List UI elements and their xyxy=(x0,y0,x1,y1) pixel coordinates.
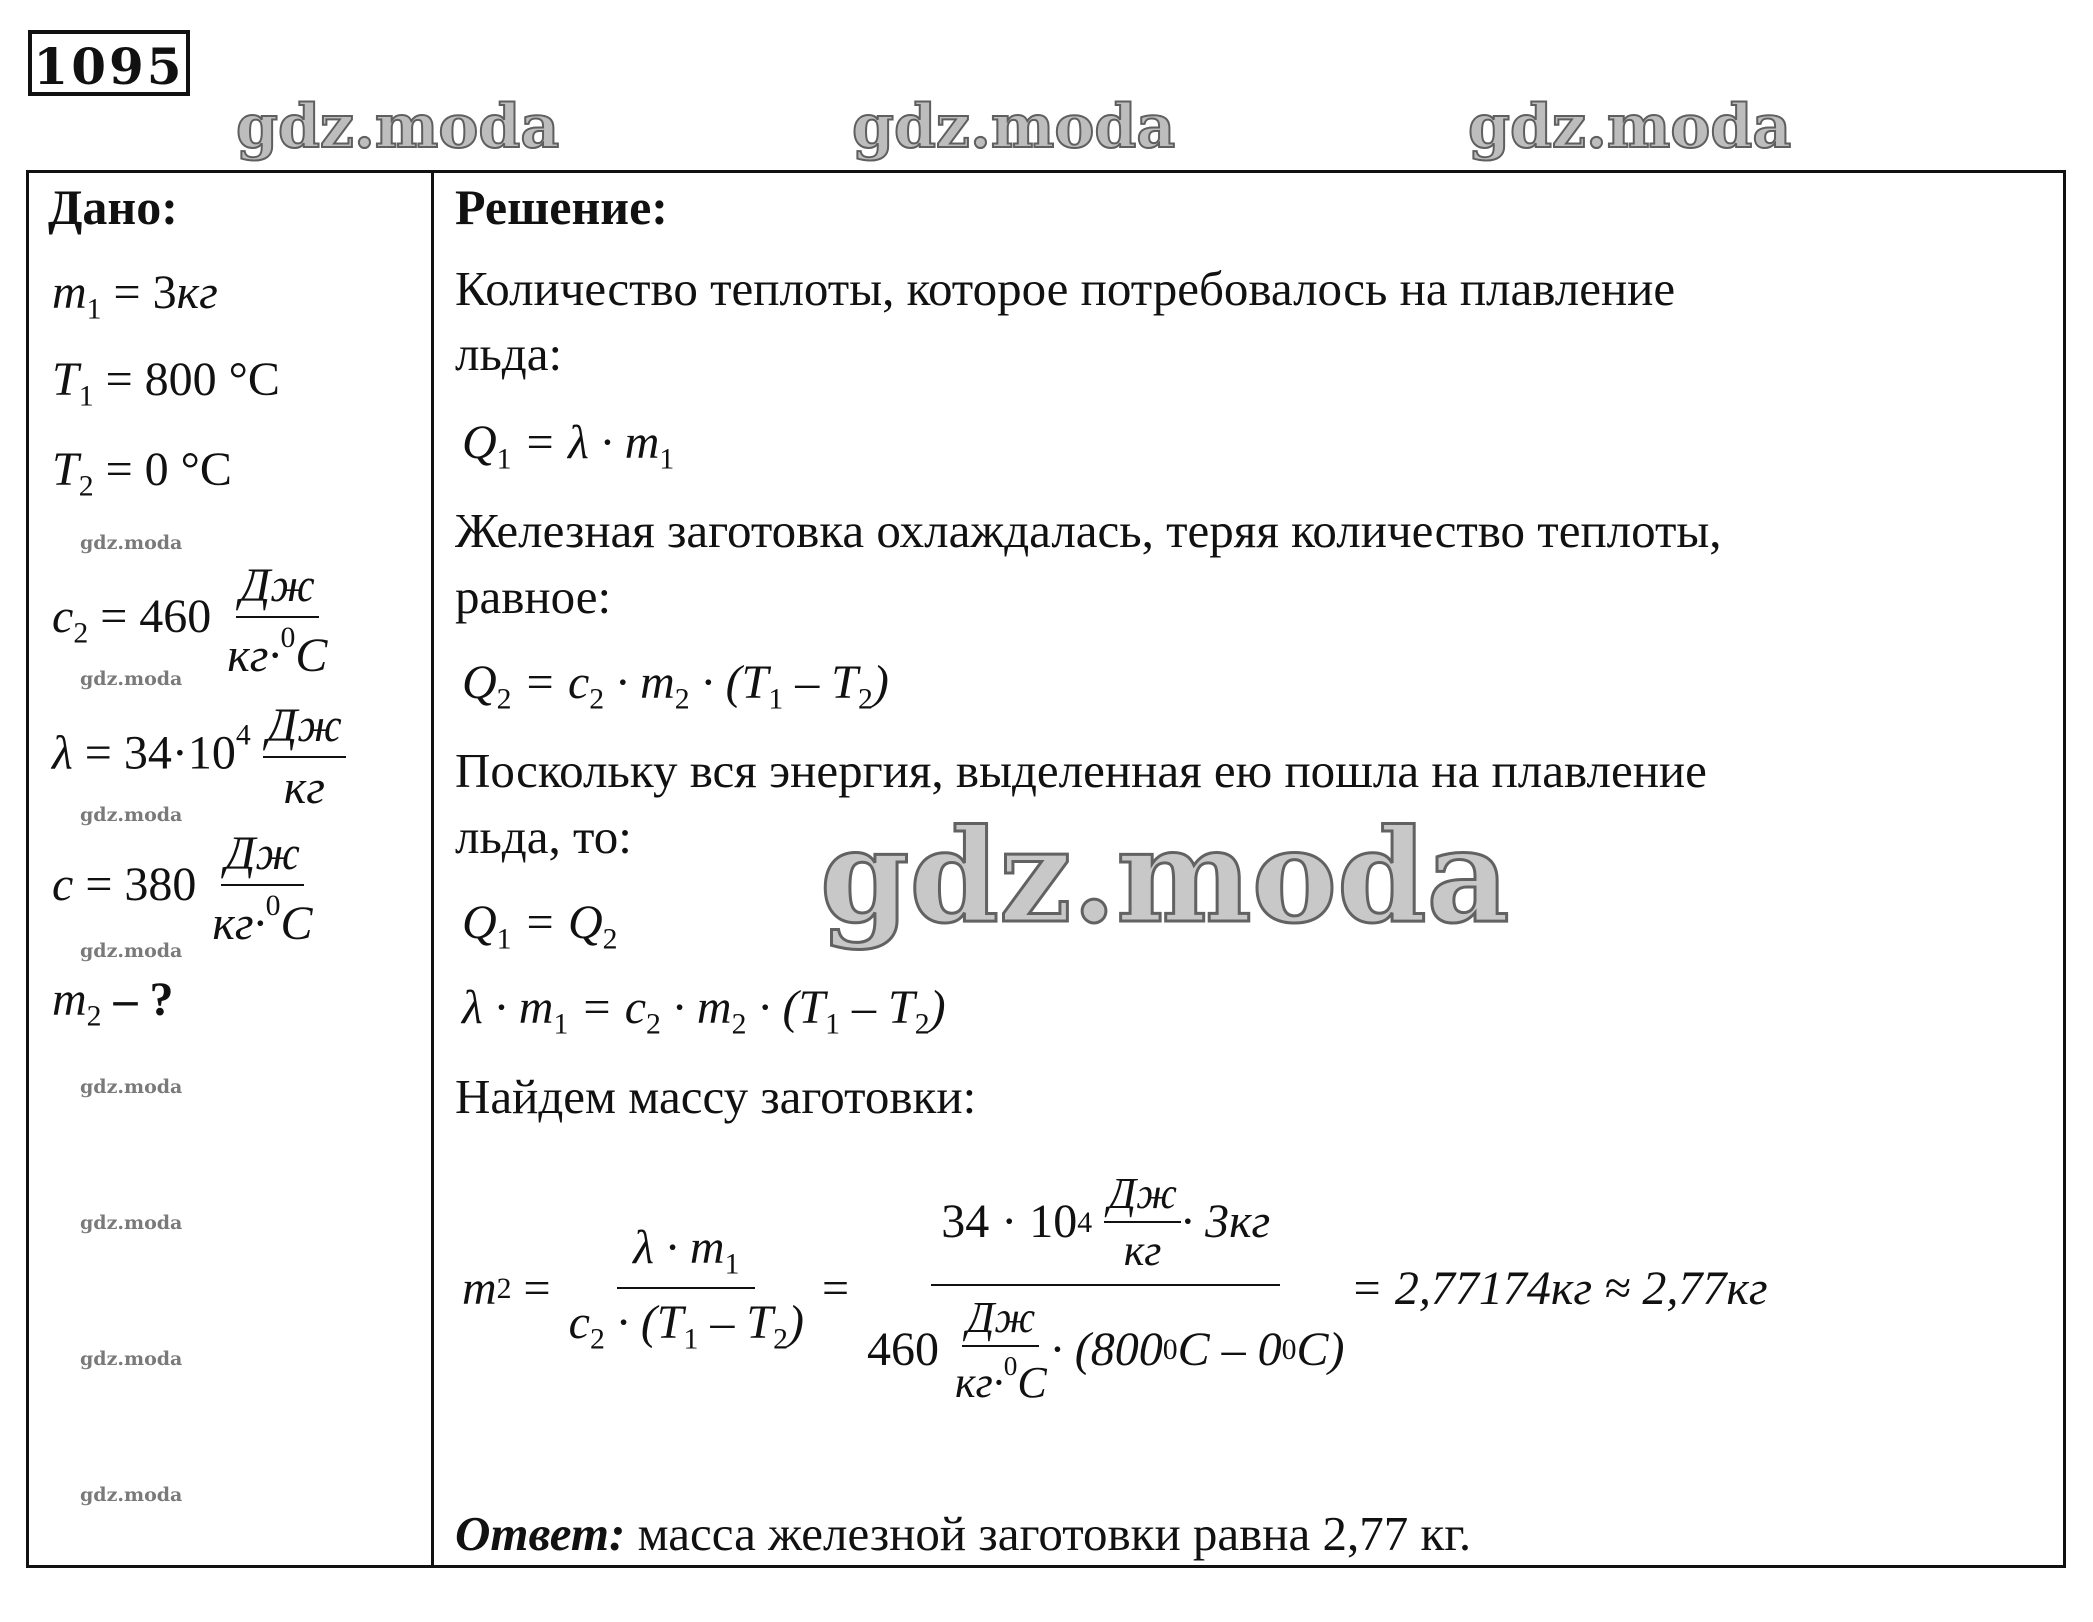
given-T1: $T_1 = 800$ °C xyxy=(52,353,280,413)
formula-final: m 2 = $\frac{\lambda \cdot m_1}{c_2 \cdot (T_1 - T_2)}$ = 34 · 10 4 $\frac{Дж}{кг}$ · 3кг 460 $\frac{Дж}{кг\cdot^0C}$ · (800 0 C – 0 0 C) = 2,77174кг ≈ 2,77кг xyxy=(462,1169,1768,1407)
watermark-small-4: gdz.moda xyxy=(80,940,183,962)
solution-heading: Решение: xyxy=(455,179,668,235)
solution-p1-line2: льда: xyxy=(455,326,563,381)
watermark-small-5: gdz.moda xyxy=(80,1076,183,1098)
watermark-small-1: gdz.moda xyxy=(80,532,183,554)
solution-p2-line2: равное: xyxy=(455,569,612,624)
watermark-top-2: gdz.moda xyxy=(852,92,1176,162)
watermark-small-8: gdz.moda xyxy=(80,1484,183,1506)
watermark-small-7: gdz.moda xyxy=(80,1348,183,1370)
watermark-small-3: gdz.moda xyxy=(80,804,183,826)
formula-q1: $Q_1 = \lambda \cdot m_1$ xyxy=(462,416,675,476)
watermark-center: gdz.moda xyxy=(820,802,1510,952)
watermark-top-1: gdz.moda xyxy=(236,92,560,162)
formula-balance: $\lambda \cdot m_1 = c_2 \cdot m_2 \cdot (T_1 - T_2)$ xyxy=(462,981,946,1041)
given-c: c = 380 $\frac{Дж}{кг\cdot^0C}$ xyxy=(52,827,313,950)
solution-p2-line1: Железная заготовка охлаждалась, теряя количество теплоты, xyxy=(455,503,1722,558)
answer-text: масса железной заготовки равна 2,77 кг. xyxy=(625,1506,1472,1561)
watermark-small-6: gdz.moda xyxy=(80,1212,183,1234)
formula-q2: $Q_2 = c_2 \cdot m_2 \cdot (T_1 - T_2)$ xyxy=(462,656,889,716)
watermark-small-2: gdz.moda xyxy=(80,668,183,690)
given-heading: Дано: xyxy=(48,179,178,235)
solution-p4: Найдем массу заготовки: xyxy=(455,1069,977,1124)
solution-p1-line1: Количество теплоты, которое потребовалось на плавление xyxy=(455,261,1676,316)
given-find: $m_2$ – ? xyxy=(52,973,174,1033)
given-T2: $T_2 = 0$ °C xyxy=(52,443,232,503)
answer-line xyxy=(455,1505,1471,1562)
given-c2: $c_2 = 460$ $\frac{Дж}{кг\cdot^0C}$ xyxy=(52,559,328,682)
solution-p3-line2: льда, то: xyxy=(455,809,632,864)
watermark-top-3: gdz.moda xyxy=(1468,92,1792,162)
problem-number: 1095 xyxy=(28,30,190,96)
formula-q-equal: $Q_1 = Q_2$ xyxy=(462,896,618,956)
answer-label: Ответ: xyxy=(455,1506,626,1561)
solution-p3-line1: Поскольку вся энергия, выделенная ею пошла на плавление xyxy=(455,743,1707,798)
given-m1: $m_1 = 3кг$ xyxy=(52,266,218,326)
column-divider xyxy=(431,170,434,1568)
given-lambda: $\lambda = 34\cdot 10^4$ $\frac{Дж}{кг}$ xyxy=(52,700,346,815)
